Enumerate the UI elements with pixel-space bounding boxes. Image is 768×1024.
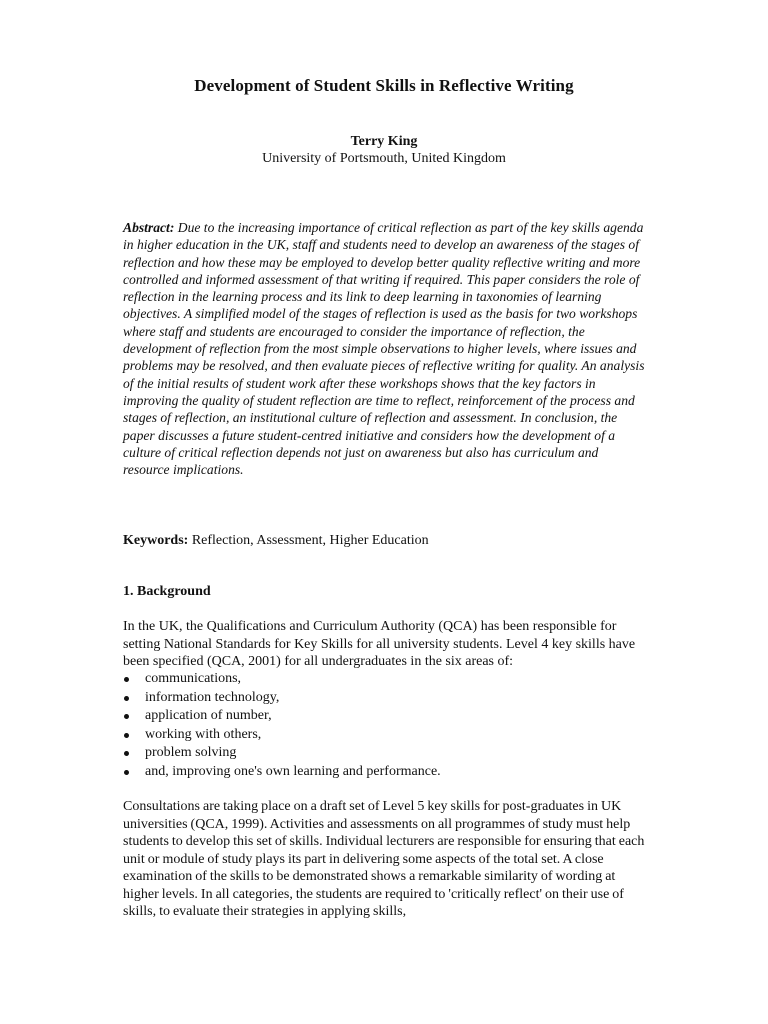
section-heading: 1. Background [123, 584, 211, 599]
bullet-icon [124, 751, 129, 756]
abstract-label: Abstract: [123, 220, 175, 235]
list-item: and, improving one's own learning and performance. [123, 763, 645, 782]
bullet-icon [124, 714, 129, 719]
abstract-text: Due to the increasing importance of critical reflection as part of the key skills agenda in higher education in the UK, staff and students need to develop an awareness of the stages of reflection and how these may be employed to develop better quality reflective writing and more controlled and informed assessment of that writing if required. This paper considers the role of reflection in the learning process and its link to deep learning in taxonomies of learning objectives. A simplified model of the stages of reflection is used as the basis for two workshops where staff and students are encouraged to consider the importance of reflection, the development of reflection from the most simple observations to higher levels, where issues and problems may be resolved, and then evaluate pieces of reflective writing for quality. An analysis of the initial results of student work after these workshops shows that the key factors in improving the quality of student reflection are time to reflect, reinforcement of the process and stages of reflection, an institutional culture of reflection and assessment. In conclusion, the paper discusses a future student-centred initiative and considers how the development of a culture of critical reflection depends not just on awareness but also has curriculum and resource implications. [123, 220, 645, 478]
body-paragraph: Consultations are taking place on a draft set of Level 5 key skills for post-graduates in UK universities (QCA, 1999). Activities and assessments on all programmes of study must help students to develop this set of skills. Individual lecturers are responsible for ensuring that each unit or module of study plays its part in delivering some aspects of the total set. A close examination of the skills to be demonstrated shows a remarkable similarity of wording at higher levels. In all categories, the students are required to 'critically reflect' on their use of skills, to evaluate their strategies in applying skills, [123, 799, 645, 919]
bullet-icon [124, 770, 129, 775]
bullet-icon [124, 733, 129, 738]
list-item: information technology, [123, 689, 645, 708]
keywords-label: Keywords: [123, 533, 189, 548]
skills-list [123, 670, 645, 781]
keywords [123, 533, 645, 549]
list-item: problem solving [123, 744, 645, 763]
author-affiliation: University of Portsmouth, United Kingdom [262, 151, 506, 166]
list-item: communications, [123, 670, 645, 689]
list-item: application of number, [123, 707, 645, 726]
abstract [123, 219, 645, 478]
list-item: working with others, [123, 726, 645, 745]
bullet-icon [124, 677, 129, 682]
bullet-icon [124, 696, 129, 701]
paper-title: Development of Student Skills in Reflective Writing [194, 76, 574, 95]
body-paragraph: In the UK, the Qualifications and Curriculum Authority (QCA) has been responsible for setting National Standards for Key Skills for all university students. Level 4 key skills have been specified (QCA, 2001) for all undergraduates in the six areas of: [123, 619, 636, 669]
author-name: Terry King [350, 134, 418, 149]
keywords-text: Reflection, Assessment, Higher Education [191, 533, 429, 548]
